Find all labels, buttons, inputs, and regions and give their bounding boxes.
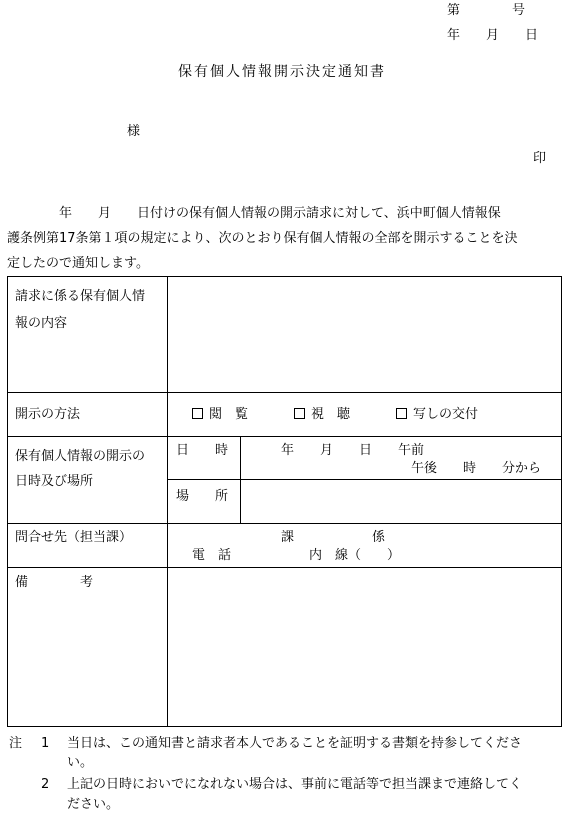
- sub-row-divider: [167, 479, 561, 480]
- contact-extension: 内 線（ ）: [309, 548, 401, 563]
- contact-phone: 電 話: [192, 548, 232, 563]
- note-label: 注: [9, 736, 23, 751]
- note-text: 当日は、この通知書と請求者本人であることを証明する書類を持参してくださ: [67, 736, 523, 751]
- request-content-label-2: 報の内容: [15, 316, 68, 331]
- checkbox[interactable]: [396, 408, 407, 419]
- method-option-copy[interactable]: [396, 408, 478, 421]
- document-title: 保有個人情報開示決定通知書: [178, 64, 386, 80]
- contact-label: 問合せ先（担当課）: [15, 530, 133, 545]
- method-option-label: 閲 覧: [209, 407, 249, 422]
- row-divider: [7, 392, 561, 393]
- method-option-watch[interactable]: [294, 408, 350, 421]
- column-divider: [167, 276, 168, 726]
- note-number: 1: [41, 736, 50, 751]
- note-text-continued: ださい。: [67, 797, 120, 812]
- datetime-value-1: 年 月 日 午前: [281, 443, 425, 458]
- intro-line-3: 定したので通知します。: [7, 256, 149, 271]
- checkbox[interactable]: [192, 408, 203, 419]
- datetime-value-2: 午後 時 分から: [411, 461, 542, 476]
- row-divider: [7, 436, 561, 437]
- remarks-label: 備 考: [15, 575, 94, 590]
- schedule-label-2: 日時及び場所: [15, 474, 94, 489]
- checkbox[interactable]: [294, 408, 305, 419]
- row-divider: [7, 567, 561, 568]
- contact-section: 課 係: [281, 530, 386, 545]
- datetime-label: 日 時: [176, 443, 229, 458]
- place-label: 場 所: [176, 489, 229, 504]
- intro-line-2: 護条例第17条第１項の規定により、次のとおり保有個人情報の全部を開示することを決: [7, 231, 518, 246]
- seal-mark: 印: [533, 151, 547, 166]
- document-date: 年 月 日: [447, 28, 539, 43]
- schedule-label-1: 保有個人情報の開示の: [15, 449, 146, 464]
- intro-line-1: 年 月 日付けの保有個人情報の開示請求に対して、浜中町個人情報保: [7, 206, 501, 221]
- addressee-suffix: 様: [127, 124, 141, 139]
- note-number: 2: [41, 777, 50, 792]
- method-option-view[interactable]: [192, 408, 248, 421]
- method-label: 開示の方法: [15, 407, 81, 422]
- document-number: 第 号: [447, 3, 526, 18]
- note-text-continued: い。: [67, 755, 94, 770]
- note-text: 上記の日時においでになれない場合は、事前に電話等で担当課まで連絡してく: [67, 777, 523, 792]
- method-option-label: 視 聴: [311, 407, 351, 422]
- row-divider: [7, 523, 561, 524]
- table-border: [7, 276, 562, 727]
- request-content-label-1: 請求に係る保有個人情: [15, 289, 146, 304]
- method-option-label: 写しの交付: [413, 407, 479, 422]
